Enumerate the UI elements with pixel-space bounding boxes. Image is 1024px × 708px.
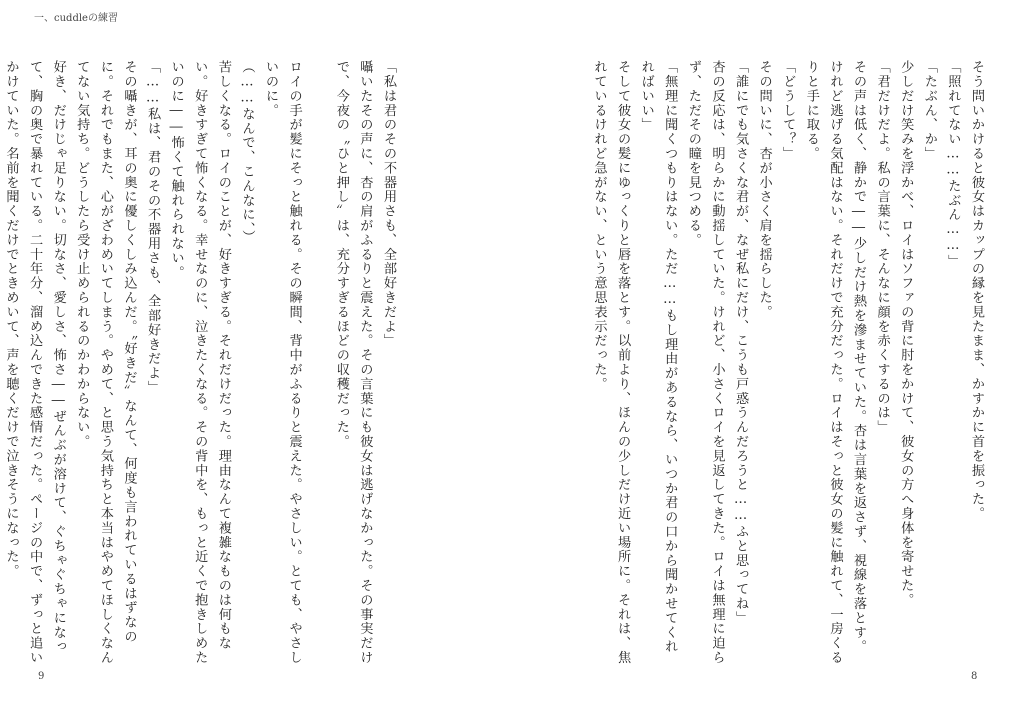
running-header: 一、cuddleの練習 (34, 13, 118, 24)
paragraph: 少しだけ笑みを浮かべ、ロイはソファの背に肘をかけて、彼女の方へ身体を寄せた。 (898, 60, 914, 608)
paragraph: 好き、だけじゃ足りない。切なさ、愛しさ、怖さ――ぜんぶが溶けて、ぐちゃぐちゃになって、胸の奥で暴れている。二十年分、溜め込んできた感情だった。ページの中で、ずっと追いかけていた。名前を聞くだけでときめいて、声を聴くだけで泣きそうになった。 (3, 60, 66, 665)
page-number-left: 9 (38, 671, 45, 682)
paragraph: そして彼女の髪にゆっくりと唇を落とす。以前より、ほんの少しだけ近い場所に。それは、焦れているけれど急がない、という意思表示だった。 (591, 60, 631, 665)
right-page-body (591, 60, 988, 665)
paragraph: その囁きが、耳の奥に優しくしみ込んだ。〝好きだ〟なんて、何度も言われているはずなのに。それでもまた、心がざわめいてしまう。やめて、と思う気持ちと本当はやめてほしくなんてない気持ち。どうしたら受け止められるのかわからない。 (74, 60, 137, 665)
blank-line (306, 60, 330, 665)
paragraph: （……なんで、こんなに、） (239, 60, 255, 245)
paragraph: 「私は君のその不器用さも、全部好きだよ」 (381, 60, 396, 348)
paragraph: 「照れてない……たぶん……」 (945, 60, 961, 269)
paragraph: その問いに、杏が小さく肩を揺らした。 (756, 60, 772, 320)
paragraph: 苦しくなる。ロイのことが、好きすぎる。それだけだった。理由なんて複雑なものは何もない。好きすぎて怖くなる。幸せなのに、泣きたくなる。その背中を、もっと近くで抱きしめたいのに――怖くて触れられない。 (168, 60, 231, 665)
paragraph: 杏の反応は、明らかに動揺していた。けれど、小さくロイを見返してきた。ロイは無理に迫らず、ただその瞳を見つめる。 (685, 60, 725, 665)
paragraph: 「誰にでも気さくな君が、なぜ私にだけ、こうも戸惑うんだろうと……ふと思ってね」 (733, 60, 749, 626)
paragraph: 「たぶん、か」 (921, 60, 937, 161)
paragraph: ロイの手が髪にそっと触れる。その瞬間、背中がふるりと震えた。やさしい。とても、やさしいのに。 (263, 60, 302, 665)
paragraph: 「どうして？」 (780, 60, 796, 161)
paragraph: その声は低く、静かで――少しだけ熱を滲ませていた。杏は言葉を返さず、視線を落とす。けれど逃げる気配はない。それだけで充分だった。ロイはそっと彼女の髪に触れて、一房くるりと手に取る。 (803, 60, 867, 665)
paragraph: 「君だけだよ。私の言葉に、そんなに顔を赤くするのは」 (874, 60, 890, 435)
paragraph: 「……私は、君のその不器用さも、全部好きだよ」 (145, 60, 161, 395)
paragraph: そう問いかけると彼女はカップの縁を見たまま、かすかに首を振った。 (969, 60, 984, 521)
paragraph: 「無理に聞くつもりはない。ただ……もし理由があるなら、いつか君の口から聞かせてくれればいい」 (638, 60, 678, 654)
paragraph: 囁いたその声に、杏の肩がふるりと震えた。その言葉にも彼女は逃げなかった。その事実だけで、今夜の〝ひと押し〟は、充分すぎるほどの収穫だった。 (333, 60, 373, 665)
left-page-body (3, 60, 400, 665)
page-number-right: 8 (971, 671, 978, 682)
